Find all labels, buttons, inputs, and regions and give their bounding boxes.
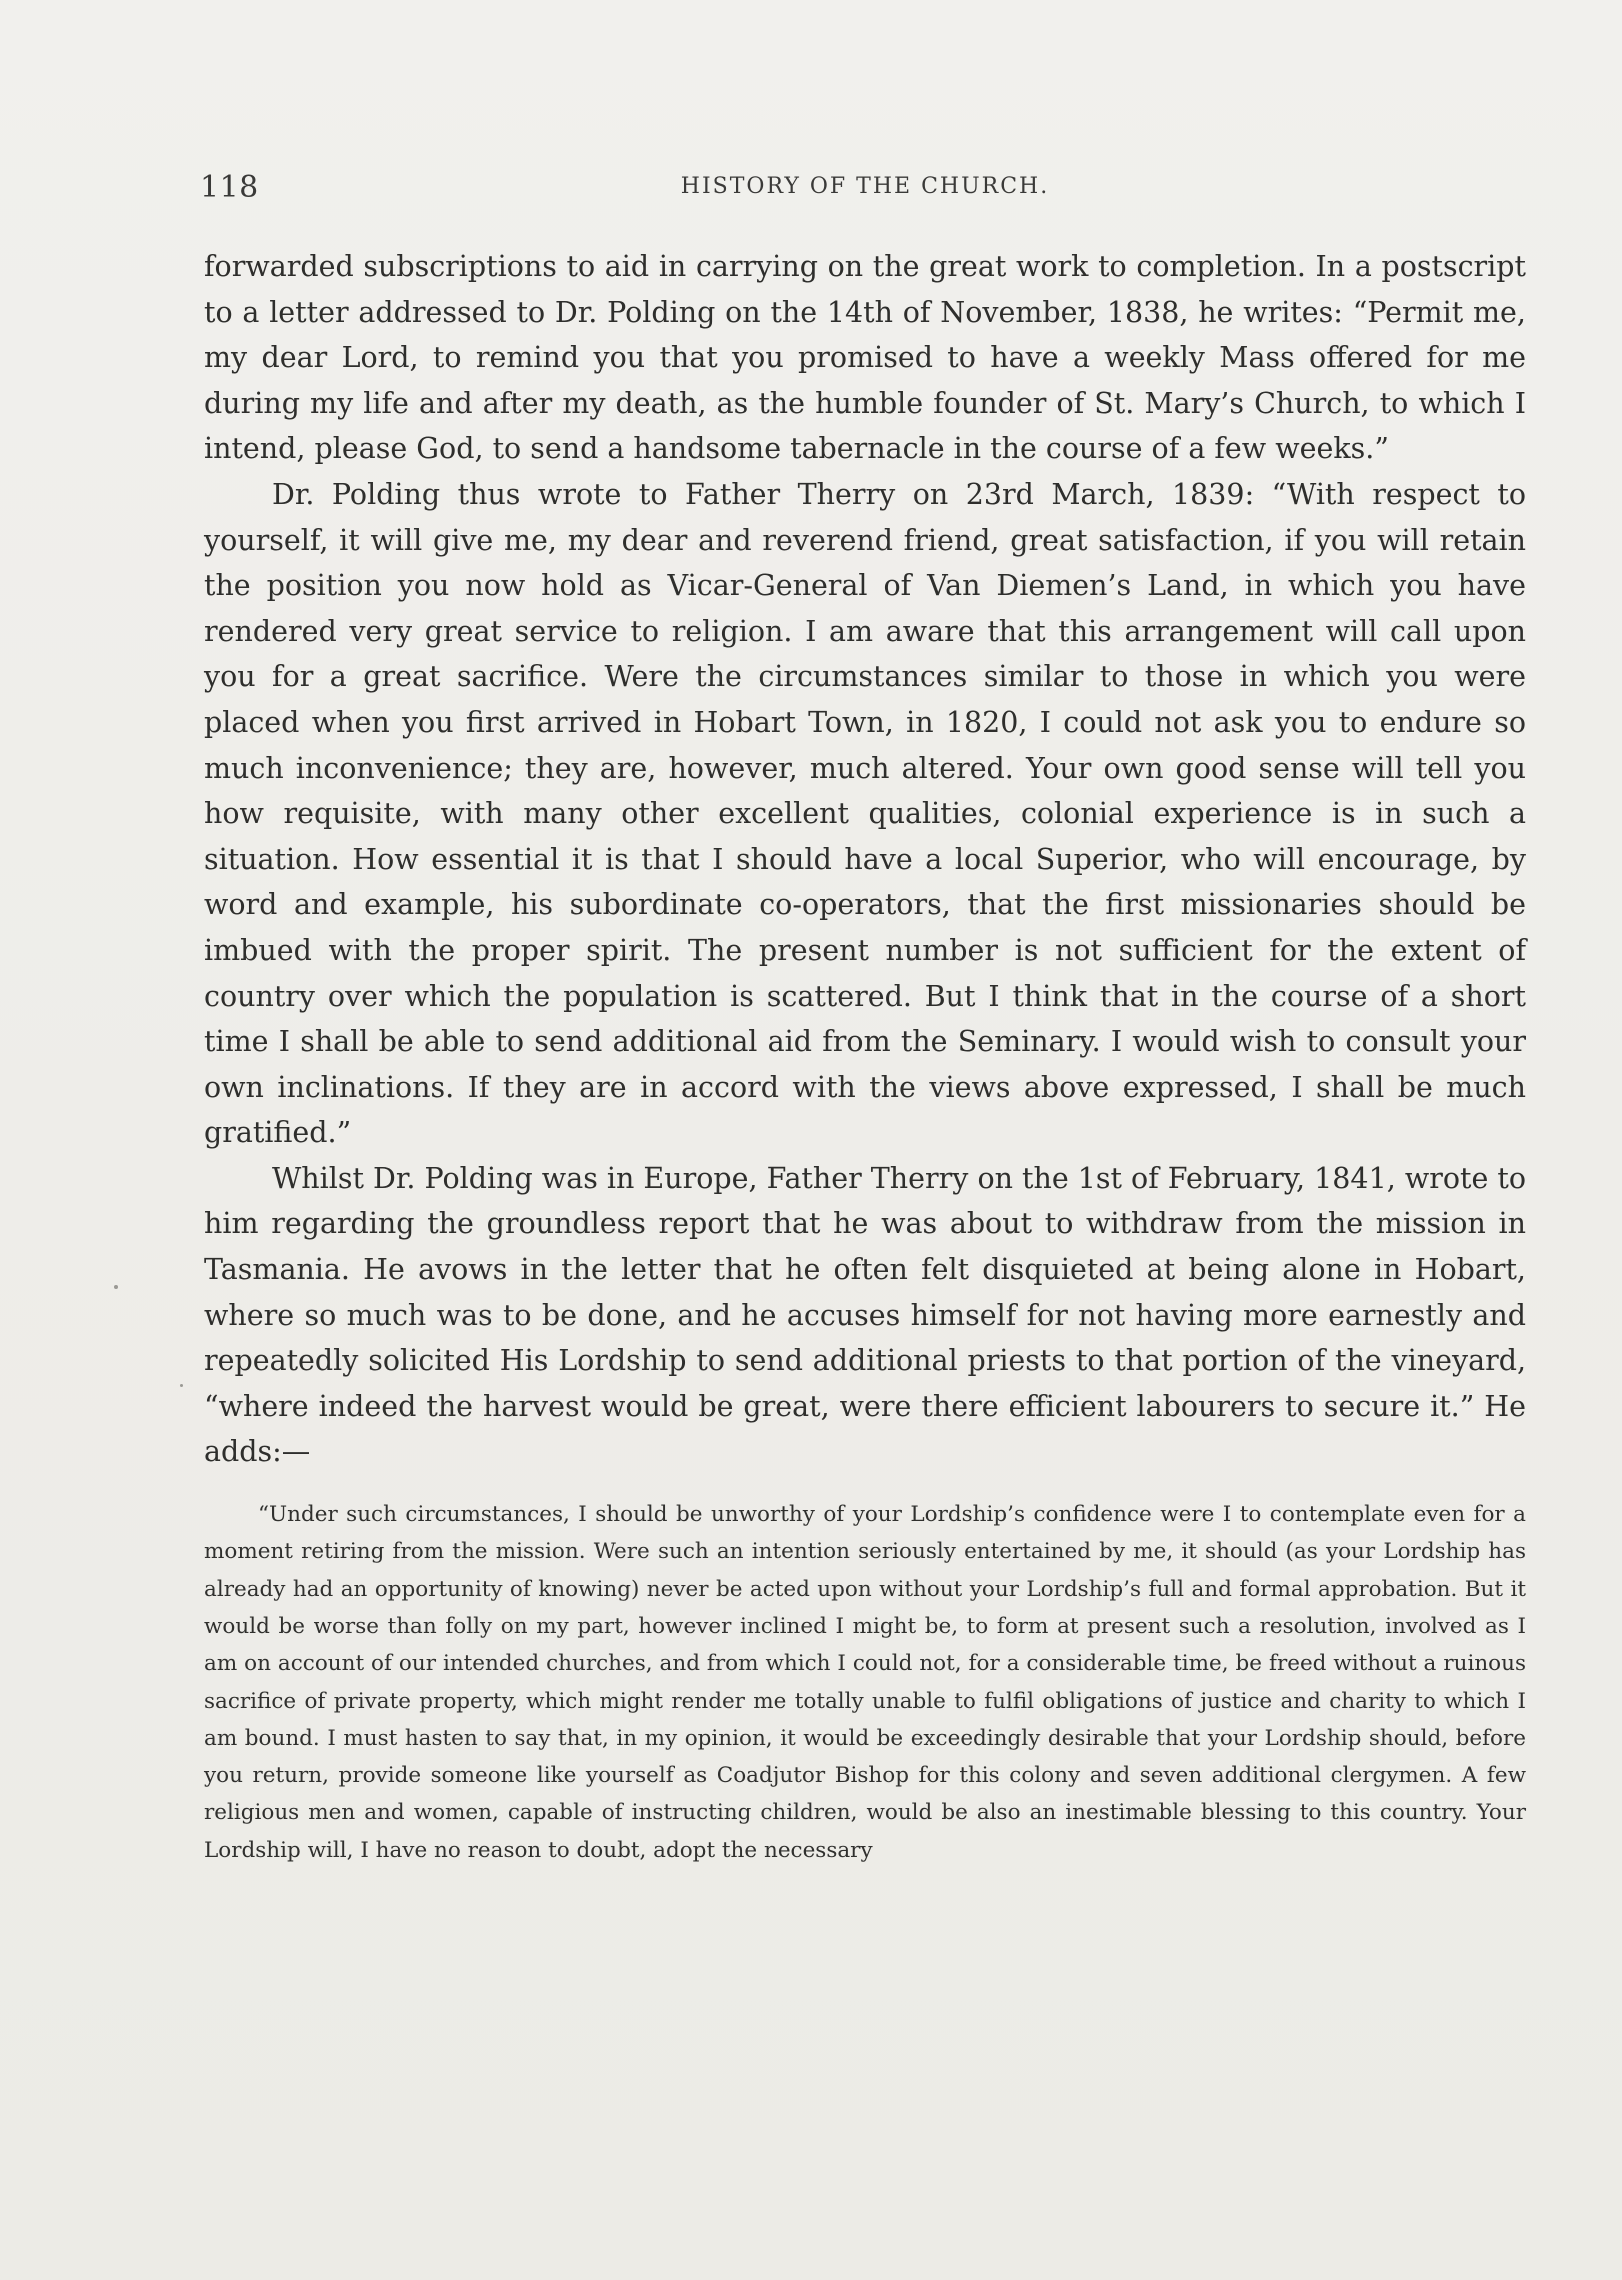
page-number: 118 <box>200 170 259 205</box>
running-head <box>200 170 1530 214</box>
paragraph-polding-letter: Dr. Polding thus wrote to Father Therry on 23rd March, 1839: “With respect to yourself, it will give me, my dear and reverend friend, great satisfaction, if you will retain the position you now hold as Vicar-General of Van Diemen’s Land, in which you have rendered very great service to religion. I am aware that this arrangement will call upon you for a great sacrifice. Were the circumstances similar to those in which you were placed when you first arrived in Hobart Town, in 1820, I could not ask you to endure so much inconvenience; they are, however, much altered. Your own good sense will tell you how requisite, with many other excellent qualities, colonial experience is in such a situation. How essential it is that I should have a local Superior, who will encourage, by word and example, his subordinate co-operators, that the first missionaries should be imbued with the proper spirit. The present number is not sufficient for the extent of country over which the population is scattered. But I think that in the course of a short time I shall be able to send additional aid from the Seminary. I would wish to consult your own inclinations. If they are in accord with the views above expressed, I shall be much gratified.” <box>204 477 1526 1150</box>
paragraph-therry-letter: Whilst Dr. Polding was in Europe, Father Therry on the 1st of February, 1841, wrote to him regarding the groundless report that he was about to withdraw from the mission in Tasmania. He avows in the letter that he often felt disquieted at being alone in Hobart, where so much was to be done, and he accuses himself for not having more earnestly and repeatedly solicited His Lordship to send additional priests to that portion of the vineyard, “where indeed the harvest would be great, were there efficient labourers to secure it.” He adds:— <box>204 1161 1526 1469</box>
block-quotation: “Under such circumstances, I should be unworthy of your Lordship’s confidence were I to contemplate even for a moment retiring from the mission. Were such an intention seriously entertained by me, it should (as your Lordship has already had an opportunity of knowing) never be acted upon without your Lordship’s full and formal approbation. But it would be worse than folly on my part, however inclined I might be, to form at present such a resolution, involved as I am on account of our intended churches, and from which I could not, for a considerable time, be freed without a ruinous sacrifice of private property, which might render me totally unable to fulfil obligations of justice and charity to which I am bound. I must hasten to say that, in my opinion, it would be exceedingly desirable that your Lordship should, before you return, provide someone like yourself as Coadjutor Bishop for this colony and seven additional clergymen. A few religious men and women, capable of instructing children, would be also an inestimable blessing to this country. Your Lordship will, I have no reason to doubt, adopt the necessary <box>204 1502 1526 1863</box>
body-text <box>204 244 1526 1869</box>
paragraph-continued: forwarded subscriptions to aid in carrying on the great work to completion. In a postscript to a letter addressed to Dr. Polding on the 14th of November, 1838, he writes: “Permit me, my dear Lord, to remind you that you promised to have a weekly Mass offered for me during my life and after my death, as the humble founder of St. Mary’s Church, to which I intend, please God, to send a handsome tabernacle in the course of a few weeks.” <box>204 250 1526 466</box>
paper-speck <box>180 1384 183 1387</box>
paper-speck <box>114 1285 118 1289</box>
running-title: HISTORY OF THE CHURCH. <box>680 174 1050 199</box>
